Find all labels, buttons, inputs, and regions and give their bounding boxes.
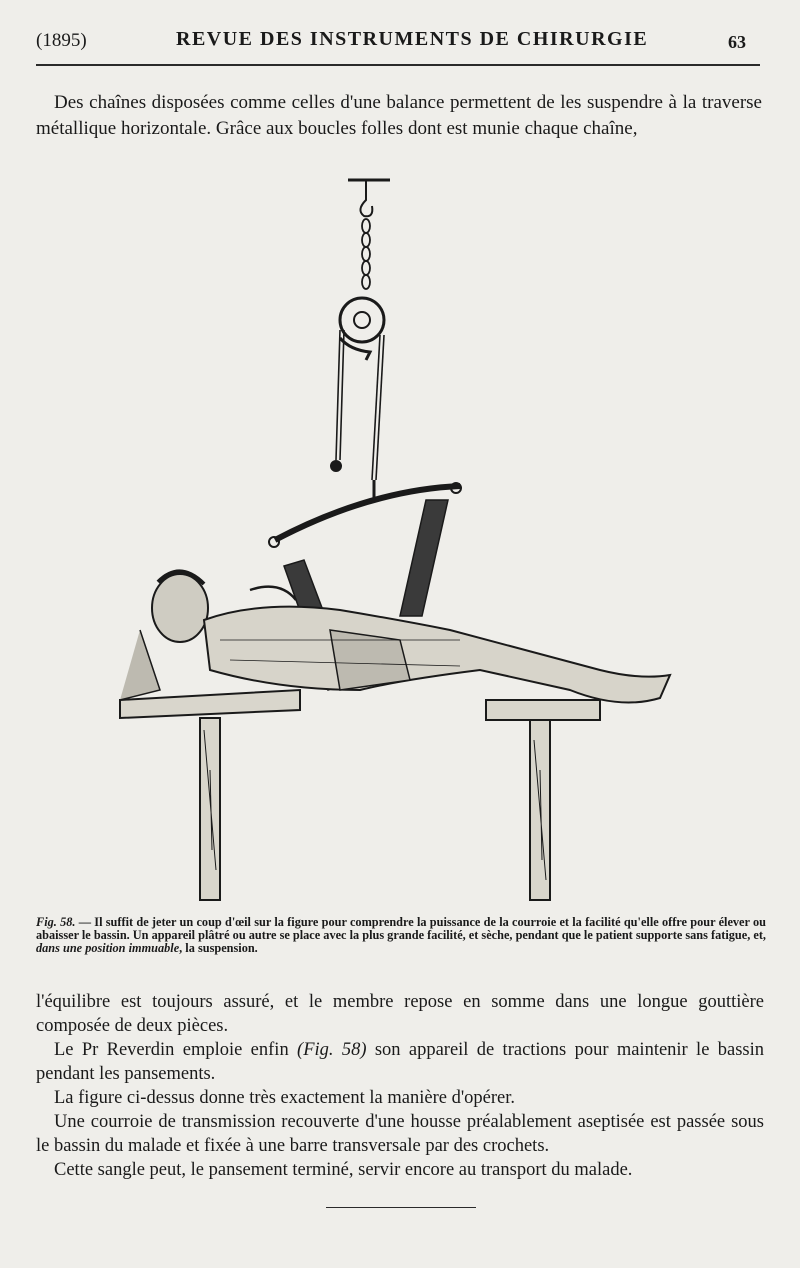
header-rule	[36, 64, 760, 66]
page-number: 63	[728, 32, 746, 52]
paragraph-3: La figure ci-dessus donne très exactement la manière d'opérer.	[54, 1088, 516, 1108]
body-text	[36, 990, 764, 1182]
figure-caption	[36, 916, 766, 955]
intro-paragraph	[36, 90, 762, 142]
paragraph-2-end: son appareil de tractions pour maintenir le bassin pendant les pansements.	[36, 1040, 764, 1084]
paragraph-1: l'équilibre est toujours assuré, et le membre repose en somme dans une longue gouttière composée de deux pièces.	[36, 992, 764, 1036]
header-year: (1895)	[36, 30, 87, 51]
paragraph-2	[36, 1038, 764, 1086]
bottom-rule	[326, 1207, 476, 1208]
paragraph-2-start: Le Pr Reverdin emploie enfin	[54, 1040, 298, 1060]
paragraph-5: Cette sangle peut, le pansement terminé, servir encore au transport du malade.	[54, 1160, 633, 1180]
header-title: REVUE DES INSTRUMENTS DE CHIRURGIE	[176, 28, 649, 50]
running-head	[36, 28, 760, 58]
caption-text: — Il suffit de jeter un coup d'œil sur la figure pour comprendre la puissance de la courroie et la facilité qu'elle offre pour élever ou abaisser le bassin. Un appareil plâtré ou autre se place avec la plus grande facilité, et sèche, pendant que le patient supporte sans fatigue, et,	[36, 915, 766, 942]
engraving-figure	[100, 170, 700, 910]
figure-reference: (Fig. 58)	[297, 1040, 367, 1060]
figure-label: Fig. 58.	[36, 915, 76, 929]
chain	[362, 219, 370, 289]
intro-text: Des chaînes disposées comme celles d'une balance permettent de les suspendre à la traverse métallique horizontale. Grâce aux boucles folles dont est munie chaque chaîne,	[36, 92, 762, 139]
caption-italic: dans une position immuable	[36, 941, 180, 955]
caption-end: , la suspension.	[179, 941, 258, 955]
paragraph-4: Une courroie de transmission recouverte d'une housse préalablement aseptisée est passée sous le bassin du malade et fixée à une barre transversale par des crochets.	[36, 1112, 764, 1156]
